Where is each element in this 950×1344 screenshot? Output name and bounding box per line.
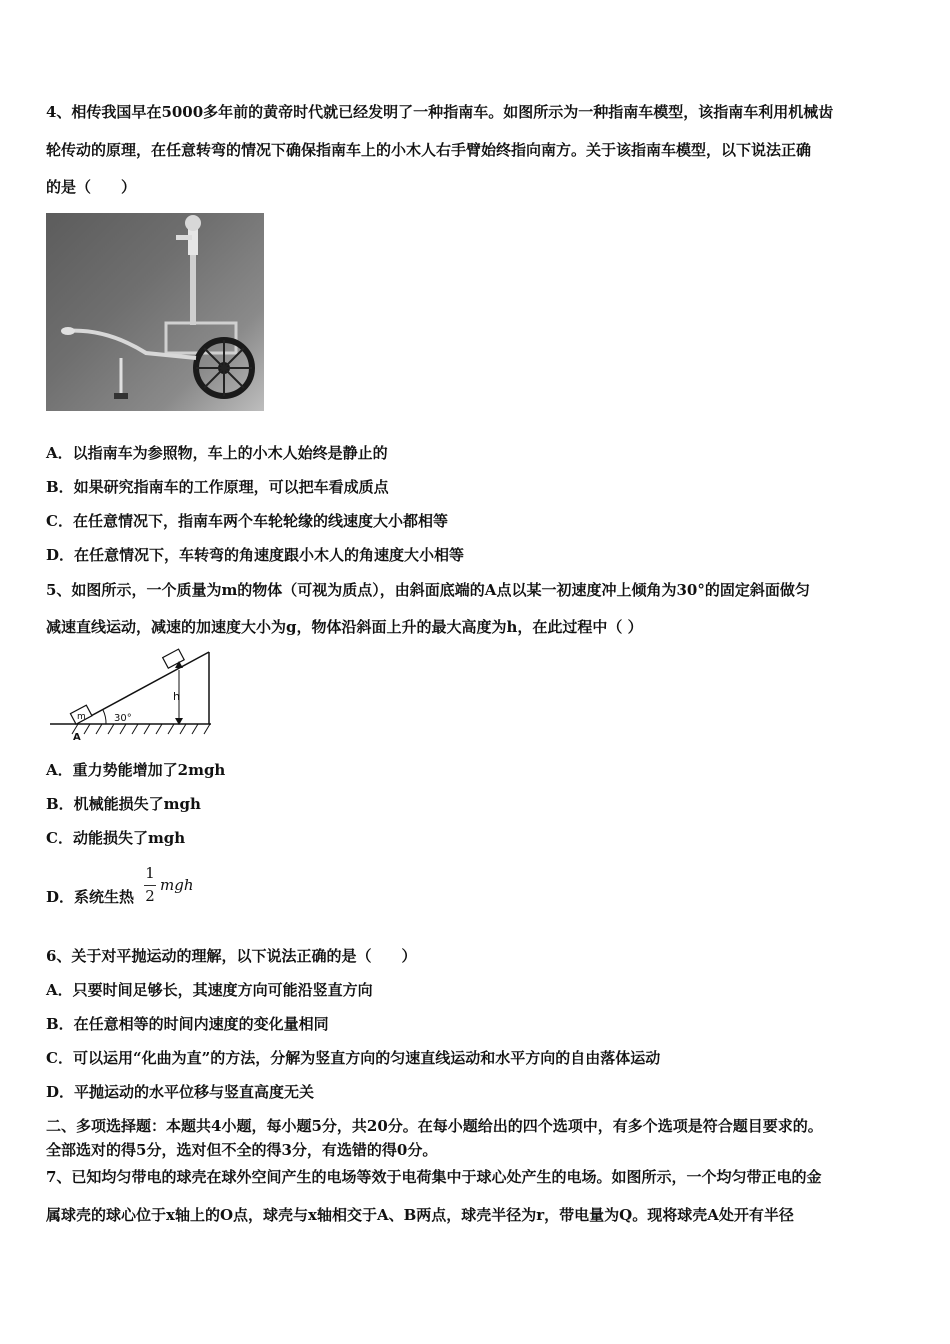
incline-height-label: h [173,690,180,703]
q5-option-d-prefix: D．系统生热 [46,888,135,906]
q4-option-a: A．以指南车为参照物，车上的小木人始终是静止的 [46,444,388,462]
fraction-suffix: mgh [160,876,194,894]
q5-text-line1: 5、如图所示，一个质量为m的物体（可视为质点），由斜面底端的A点以某一初速度冲上倾角为30°的固定斜面做匀 [46,581,810,599]
incline-diagram [46,648,221,747]
incline-mass-label: m [77,712,86,722]
q5-option-b: B．机械能损失了mgh [46,795,201,813]
q5-option-a: A．重力势能增加了2mgh [46,761,226,779]
fraction-denominator: 2 [145,887,155,905]
section2-line2: 全部选对的得5分，选对但不全的得3分，有选错的得0分。 [46,1141,438,1159]
q5-text-line2: 减速直线运动，减速的加速度大小为g，物体沿斜面上升的最大高度为h，在此过程中（ ） [46,618,643,636]
q4-text-line3: 的是（ ） [46,178,137,196]
section2-line1: 二、多项选择题：本题共4小题，每小题5分，共20分。在每小题给出的四个选项中，有多个选项是符合题目要求的。 [46,1117,823,1135]
fraction-bar [144,885,156,886]
incline-angle-label: 30° [114,713,132,724]
q7-text-line1: 7、已知均匀带电的球壳在球外空间产生的电场等效于电荷集中于球心处产生的电场。如图所示，一个均匀带正电的金 [46,1168,822,1186]
q6-option-c: C．可以运用“化曲为直”的方法，分解为竖直方向的匀速直线运动和水平方向的自由落体运动 [46,1049,661,1067]
q4-text-line2: 轮传动的原理，在任意转弯的情况下确保指南车上的小木人右手臂始终指向南方。关于该指南车模型，以下说法正确 [46,141,812,159]
q4-option-d: D．在任意情况下，车转弯的角速度跟小木人的角速度大小相等 [46,546,465,564]
q6-option-d: D．平抛运动的水平位移与竖直高度无关 [46,1083,315,1101]
q4-option-b: B．如果研究指南车的工作原理，可以把车看成质点 [46,478,389,496]
q4-text-line1: 4、相传我国早在5000多年前的黄帝时代就已经发明了一种指南车。如图所示为一种指南车模型，该指南车利用机械齿 [46,103,834,121]
q7-text-line2: 属球壳的球心位于x轴上的O点，球壳与x轴相交于A、B两点，球壳半径为r，带电量为Q。现将球壳A处开有半径 [46,1206,794,1224]
q4-option-c: C．在任意情况下，指南车两个车轮轮缘的线速度大小都相等 [46,512,448,530]
q5-option-c: C．动能损失了mgh [46,829,186,847]
q6-option-b: B．在任意相等的时间内速度的变化量相同 [46,1015,329,1033]
incline-point-a-label: A [73,732,81,743]
fraction-numerator: 1 [145,864,155,882]
q6-text-line1: 6、关于对平抛运动的理解，以下说法正确的是（ ） [46,947,417,965]
q6-option-a: A．只要时间足够长，其速度方向可能沿竖直方向 [46,981,373,999]
south-pointing-chariot-photo [46,213,264,411]
